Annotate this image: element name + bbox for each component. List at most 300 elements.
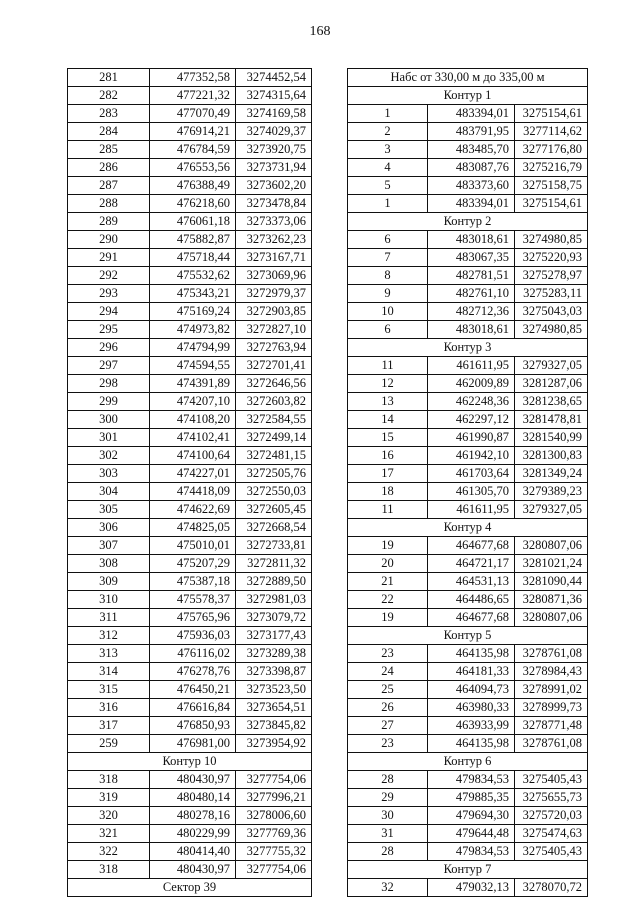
point-number-cell: 6: [348, 231, 428, 249]
y-coordinate-cell: 3274980,85: [515, 321, 588, 339]
y-coordinate-cell: 3272668,54: [236, 519, 312, 537]
table-row: [348, 303, 588, 321]
y-coordinate-cell: 3277754,06: [236, 771, 312, 789]
section-header-row: [348, 339, 588, 357]
point-number-cell: 298: [68, 375, 150, 393]
point-number-cell: 292: [68, 267, 150, 285]
x-coordinate-cell: 483394,01: [428, 105, 515, 123]
point-number-cell: 291: [68, 249, 150, 267]
x-coordinate-cell: 479644,48: [428, 825, 515, 843]
y-coordinate-cell: 3273731,94: [236, 159, 312, 177]
point-number-cell: 9: [348, 285, 428, 303]
point-number-cell: 299: [68, 393, 150, 411]
y-coordinate-cell: 3275158,75: [515, 177, 588, 195]
table-row: [348, 807, 588, 825]
x-coordinate-cell: 480430,97: [150, 861, 236, 879]
x-coordinate-cell: 482712,36: [428, 303, 515, 321]
x-coordinate-cell: 477221,32: [150, 87, 236, 105]
y-coordinate-cell: 3272481,15: [236, 447, 312, 465]
y-coordinate-cell: 3277769,36: [236, 825, 312, 843]
table-row: [348, 843, 588, 861]
point-number-cell: 320: [68, 807, 150, 825]
point-number-cell: 12: [348, 375, 428, 393]
y-coordinate-cell: 3273602,20: [236, 177, 312, 195]
y-coordinate-cell: 3281238,65: [515, 393, 588, 411]
x-coordinate-cell: 476616,84: [150, 699, 236, 717]
x-coordinate-cell: 462009,89: [428, 375, 515, 393]
y-coordinate-cell: 3272733,81: [236, 537, 312, 555]
x-coordinate-cell: 474102,41: [150, 429, 236, 447]
point-number-cell: 26: [348, 699, 428, 717]
section-header: Контур 6: [348, 753, 588, 771]
x-coordinate-cell: 464094,73: [428, 681, 515, 699]
x-coordinate-cell: 476278,76: [150, 663, 236, 681]
point-number-cell: 310: [68, 591, 150, 609]
point-number-cell: 10: [348, 303, 428, 321]
y-coordinate-cell: 3275220,93: [515, 249, 588, 267]
point-number-cell: 293: [68, 285, 150, 303]
y-coordinate-cell: 3273920,75: [236, 141, 312, 159]
point-number-cell: 4: [348, 159, 428, 177]
table-row: [68, 393, 312, 411]
x-coordinate-cell: 483067,35: [428, 249, 515, 267]
table-row: [68, 483, 312, 501]
table-row: [68, 411, 312, 429]
section-header: Контур 3: [348, 339, 588, 357]
x-coordinate-cell: 479694,30: [428, 807, 515, 825]
y-coordinate-cell: 3273954,92: [236, 735, 312, 753]
point-number-cell: 284: [68, 123, 150, 141]
y-coordinate-cell: 3275278,97: [515, 267, 588, 285]
coordinates-table-left-body: [68, 69, 312, 897]
x-coordinate-cell: 483394,01: [428, 195, 515, 213]
section-header: Сектор 39: [68, 879, 312, 897]
table-row: [348, 555, 588, 573]
table-row: [348, 501, 588, 519]
x-coordinate-cell: 482761,10: [428, 285, 515, 303]
table-row: [68, 843, 312, 861]
y-coordinate-cell: 3275216,79: [515, 159, 588, 177]
y-coordinate-cell: 3272701,41: [236, 357, 312, 375]
table-row: [348, 393, 588, 411]
x-coordinate-cell: 461990,87: [428, 429, 515, 447]
x-coordinate-cell: 480480,14: [150, 789, 236, 807]
point-number-cell: 24: [348, 663, 428, 681]
x-coordinate-cell: 475343,21: [150, 285, 236, 303]
point-number-cell: 285: [68, 141, 150, 159]
x-coordinate-cell: 461942,10: [428, 447, 515, 465]
table-row: [68, 663, 312, 681]
table-row: [68, 627, 312, 645]
x-coordinate-cell: 463933,99: [428, 717, 515, 735]
point-number-cell: 6: [348, 321, 428, 339]
x-coordinate-cell: 474207,10: [150, 393, 236, 411]
table-row: [348, 537, 588, 555]
y-coordinate-cell: 3275154,61: [515, 195, 588, 213]
y-coordinate-cell: 3279327,05: [515, 501, 588, 519]
x-coordinate-cell: 476116,02: [150, 645, 236, 663]
point-number-cell: 30: [348, 807, 428, 825]
table-row: [68, 447, 312, 465]
y-coordinate-cell: 3272811,32: [236, 555, 312, 573]
point-number-cell: 3: [348, 141, 428, 159]
table-row: [348, 411, 588, 429]
table-row: [348, 447, 588, 465]
y-coordinate-cell: 3273079,72: [236, 609, 312, 627]
table-row: [68, 105, 312, 123]
section-header: Контур 10: [68, 753, 312, 771]
x-coordinate-cell: 476450,21: [150, 681, 236, 699]
x-coordinate-cell: 483373,60: [428, 177, 515, 195]
section-header-row: [68, 879, 312, 897]
point-number-cell: 318: [68, 861, 150, 879]
y-coordinate-cell: 3275405,43: [515, 843, 588, 861]
point-number-cell: 29: [348, 789, 428, 807]
point-number-cell: 315: [68, 681, 150, 699]
y-coordinate-cell: 3278991,02: [515, 681, 588, 699]
section-header-row: [348, 213, 588, 231]
y-coordinate-cell: 3272499,14: [236, 429, 312, 447]
x-coordinate-cell: 480430,97: [150, 771, 236, 789]
x-coordinate-cell: 483791,95: [428, 123, 515, 141]
x-coordinate-cell: 475936,03: [150, 627, 236, 645]
y-coordinate-cell: 3277114,62: [515, 123, 588, 141]
point-number-cell: 317: [68, 717, 150, 735]
y-coordinate-cell: 3278761,08: [515, 735, 588, 753]
point-number-cell: 15: [348, 429, 428, 447]
point-number-cell: 304: [68, 483, 150, 501]
table-row: [68, 429, 312, 447]
y-coordinate-cell: 3278999,73: [515, 699, 588, 717]
y-coordinate-cell: 3277996,21: [236, 789, 312, 807]
section-header-row: [348, 861, 588, 879]
point-number-cell: 321: [68, 825, 150, 843]
point-number-cell: 21: [348, 573, 428, 591]
x-coordinate-cell: 474973,82: [150, 321, 236, 339]
coordinates-table-right: [347, 68, 588, 897]
y-coordinate-cell: 3275720,03: [515, 807, 588, 825]
point-number-cell: 286: [68, 159, 150, 177]
y-coordinate-cell: 3277754,06: [236, 861, 312, 879]
table-row: [68, 789, 312, 807]
y-coordinate-cell: 3272603,82: [236, 393, 312, 411]
x-coordinate-cell: 475532,62: [150, 267, 236, 285]
x-coordinate-cell: 483087,76: [428, 159, 515, 177]
table-row: [68, 735, 312, 753]
point-number-cell: 1: [348, 195, 428, 213]
table-row: [68, 303, 312, 321]
x-coordinate-cell: 475882,87: [150, 231, 236, 249]
table-row: [348, 195, 588, 213]
x-coordinate-cell: 461305,70: [428, 483, 515, 501]
table-row: [68, 501, 312, 519]
y-coordinate-cell: 3274029,37: [236, 123, 312, 141]
point-number-cell: 308: [68, 555, 150, 573]
y-coordinate-cell: 3273845,82: [236, 717, 312, 735]
table-row: [348, 825, 588, 843]
x-coordinate-cell: 475578,37: [150, 591, 236, 609]
x-coordinate-cell: 464721,17: [428, 555, 515, 573]
x-coordinate-cell: 483018,61: [428, 231, 515, 249]
point-number-cell: 23: [348, 735, 428, 753]
y-coordinate-cell: 3272981,03: [236, 591, 312, 609]
table-row: [68, 267, 312, 285]
x-coordinate-cell: 476553,56: [150, 159, 236, 177]
table-row: [68, 285, 312, 303]
x-coordinate-cell: 476850,93: [150, 717, 236, 735]
point-number-cell: 28: [348, 771, 428, 789]
y-coordinate-cell: 3274315,64: [236, 87, 312, 105]
point-number-cell: 311: [68, 609, 150, 627]
table-row: [68, 609, 312, 627]
y-coordinate-cell: 3273398,87: [236, 663, 312, 681]
point-number-cell: 309: [68, 573, 150, 591]
point-number-cell: 2: [348, 123, 428, 141]
table-row: [68, 375, 312, 393]
point-number-cell: 305: [68, 501, 150, 519]
point-number-cell: 27: [348, 717, 428, 735]
section-header-row: [348, 519, 588, 537]
x-coordinate-cell: 461703,64: [428, 465, 515, 483]
x-coordinate-cell: 479834,53: [428, 843, 515, 861]
table-row: [68, 555, 312, 573]
table-row: [68, 771, 312, 789]
point-number-cell: 25: [348, 681, 428, 699]
section-header-row: [348, 627, 588, 645]
y-coordinate-cell: 3273069,96: [236, 267, 312, 285]
point-number-cell: 14: [348, 411, 428, 429]
point-number-cell: 283: [68, 105, 150, 123]
y-coordinate-cell: 3272646,56: [236, 375, 312, 393]
x-coordinate-cell: 475207,29: [150, 555, 236, 573]
table-row: [348, 591, 588, 609]
point-number-cell: 13: [348, 393, 428, 411]
point-number-cell: 295: [68, 321, 150, 339]
table-row: [348, 609, 588, 627]
table-row: [348, 789, 588, 807]
point-number-cell: 7: [348, 249, 428, 267]
y-coordinate-cell: 3272889,50: [236, 573, 312, 591]
point-number-cell: 16: [348, 447, 428, 465]
y-coordinate-cell: 3272505,76: [236, 465, 312, 483]
x-coordinate-cell: 464677,68: [428, 537, 515, 555]
x-coordinate-cell: 475387,18: [150, 573, 236, 591]
y-coordinate-cell: 3275154,61: [515, 105, 588, 123]
y-coordinate-cell: 3272550,03: [236, 483, 312, 501]
x-coordinate-cell: 476388,49: [150, 177, 236, 195]
y-coordinate-cell: 3274980,85: [515, 231, 588, 249]
table-row: [68, 465, 312, 483]
section-header-row: [348, 753, 588, 771]
table-row: [348, 735, 588, 753]
x-coordinate-cell: 462248,36: [428, 393, 515, 411]
x-coordinate-cell: 477352,58: [150, 69, 236, 87]
x-coordinate-cell: 475718,44: [150, 249, 236, 267]
point-number-cell: 11: [348, 357, 428, 375]
point-number-cell: 19: [348, 609, 428, 627]
y-coordinate-cell: 3277176,80: [515, 141, 588, 159]
table-row: [348, 231, 588, 249]
point-number-cell: 20: [348, 555, 428, 573]
point-number-cell: 306: [68, 519, 150, 537]
x-coordinate-cell: 464181,33: [428, 663, 515, 681]
y-coordinate-cell: 3279389,23: [515, 483, 588, 501]
table-row: [348, 483, 588, 501]
y-coordinate-cell: 3273262,23: [236, 231, 312, 249]
table-row: [68, 213, 312, 231]
x-coordinate-cell: 462297,12: [428, 411, 515, 429]
x-coordinate-cell: 476061,18: [150, 213, 236, 231]
x-coordinate-cell: 474622,69: [150, 501, 236, 519]
point-number-cell: 300: [68, 411, 150, 429]
point-number-cell: 23: [348, 645, 428, 663]
table-row: [68, 699, 312, 717]
y-coordinate-cell: 3273177,43: [236, 627, 312, 645]
point-number-cell: 18: [348, 483, 428, 501]
point-number-cell: 296: [68, 339, 150, 357]
point-number-cell: 301: [68, 429, 150, 447]
section-header: Контур 1: [348, 87, 588, 105]
point-number-cell: 5: [348, 177, 428, 195]
table-row: [68, 321, 312, 339]
point-number-cell: 307: [68, 537, 150, 555]
point-number-cell: 287: [68, 177, 150, 195]
x-coordinate-cell: 474794,99: [150, 339, 236, 357]
y-coordinate-cell: 3272827,10: [236, 321, 312, 339]
y-coordinate-cell: 3281287,06: [515, 375, 588, 393]
y-coordinate-cell: 3277755,32: [236, 843, 312, 861]
table-row: [68, 681, 312, 699]
table-row: [68, 231, 312, 249]
table-row: [348, 267, 588, 285]
x-coordinate-cell: 463980,33: [428, 699, 515, 717]
table-row: [348, 465, 588, 483]
table-row: [68, 177, 312, 195]
table-row: [348, 159, 588, 177]
y-coordinate-cell: 3281090,44: [515, 573, 588, 591]
y-coordinate-cell: 3278984,43: [515, 663, 588, 681]
point-number-cell: 22: [348, 591, 428, 609]
section-header: Контур 5: [348, 627, 588, 645]
point-number-cell: 289: [68, 213, 150, 231]
section-header: Контур 4: [348, 519, 588, 537]
table-row: [348, 681, 588, 699]
table-row: [348, 285, 588, 303]
x-coordinate-cell: 464135,98: [428, 735, 515, 753]
y-coordinate-cell: 3280807,06: [515, 609, 588, 627]
table-row: [68, 645, 312, 663]
point-number-cell: 282: [68, 87, 150, 105]
table-row: [348, 321, 588, 339]
table-row: [68, 357, 312, 375]
point-number-cell: 32: [348, 879, 428, 897]
table-row: [348, 105, 588, 123]
table-row: [68, 339, 312, 357]
point-number-cell: 322: [68, 843, 150, 861]
point-number-cell: 319: [68, 789, 150, 807]
x-coordinate-cell: 474418,09: [150, 483, 236, 501]
x-coordinate-cell: 474227,01: [150, 465, 236, 483]
point-number-cell: 294: [68, 303, 150, 321]
y-coordinate-cell: 3273478,84: [236, 195, 312, 213]
table-row: [348, 123, 588, 141]
y-coordinate-cell: 3275043,03: [515, 303, 588, 321]
table-row: [348, 699, 588, 717]
x-coordinate-cell: 474594,55: [150, 357, 236, 375]
section-header: Набс от 330,00 м до 335,00 м: [348, 69, 588, 87]
point-number-cell: 17: [348, 465, 428, 483]
table-row: [68, 249, 312, 267]
x-coordinate-cell: 476981,00: [150, 735, 236, 753]
section-header-row: [68, 753, 312, 771]
point-number-cell: 31: [348, 825, 428, 843]
x-coordinate-cell: 476218,60: [150, 195, 236, 213]
point-number-cell: 316: [68, 699, 150, 717]
table-row: [68, 519, 312, 537]
point-number-cell: 313: [68, 645, 150, 663]
x-coordinate-cell: 474100,64: [150, 447, 236, 465]
x-coordinate-cell: 474391,89: [150, 375, 236, 393]
y-coordinate-cell: 3272903,85: [236, 303, 312, 321]
x-coordinate-cell: 479834,53: [428, 771, 515, 789]
table-row: [68, 807, 312, 825]
x-coordinate-cell: 474825,05: [150, 519, 236, 537]
y-coordinate-cell: 3275474,63: [515, 825, 588, 843]
point-number-cell: 288: [68, 195, 150, 213]
table-row: [68, 123, 312, 141]
table-row: [348, 645, 588, 663]
table-row: [68, 87, 312, 105]
table-row: [68, 591, 312, 609]
x-coordinate-cell: 464135,98: [428, 645, 515, 663]
y-coordinate-cell: 3278771,48: [515, 717, 588, 735]
y-coordinate-cell: 3273167,71: [236, 249, 312, 267]
x-coordinate-cell: 464677,68: [428, 609, 515, 627]
table-row: [348, 771, 588, 789]
table-row: [348, 663, 588, 681]
x-coordinate-cell: 480229,99: [150, 825, 236, 843]
x-coordinate-cell: 464486,65: [428, 591, 515, 609]
point-number-cell: 302: [68, 447, 150, 465]
x-coordinate-cell: 480414,40: [150, 843, 236, 861]
y-coordinate-cell: 3273373,06: [236, 213, 312, 231]
table-row: [348, 879, 588, 897]
y-coordinate-cell: 3281349,24: [515, 465, 588, 483]
y-coordinate-cell: 3278761,08: [515, 645, 588, 663]
x-coordinate-cell: 483485,70: [428, 141, 515, 159]
point-number-cell: 312: [68, 627, 150, 645]
point-number-cell: 314: [68, 663, 150, 681]
y-coordinate-cell: 3280871,36: [515, 591, 588, 609]
table-row: [348, 573, 588, 591]
point-number-cell: 281: [68, 69, 150, 87]
x-coordinate-cell: 475169,24: [150, 303, 236, 321]
y-coordinate-cell: 3275283,11: [515, 285, 588, 303]
coordinates-table-right-body: [348, 69, 588, 897]
y-coordinate-cell: 3275405,43: [515, 771, 588, 789]
y-coordinate-cell: 3273289,38: [236, 645, 312, 663]
y-coordinate-cell: 3275655,73: [515, 789, 588, 807]
point-number-cell: 11: [348, 501, 428, 519]
x-coordinate-cell: 475010,01: [150, 537, 236, 555]
x-coordinate-cell: 482781,51: [428, 267, 515, 285]
y-coordinate-cell: 3278006,60: [236, 807, 312, 825]
section-header: Контур 2: [348, 213, 588, 231]
point-number-cell: 318: [68, 771, 150, 789]
y-coordinate-cell: 3281540,99: [515, 429, 588, 447]
table-row: [68, 717, 312, 735]
y-coordinate-cell: 3281021,24: [515, 555, 588, 573]
